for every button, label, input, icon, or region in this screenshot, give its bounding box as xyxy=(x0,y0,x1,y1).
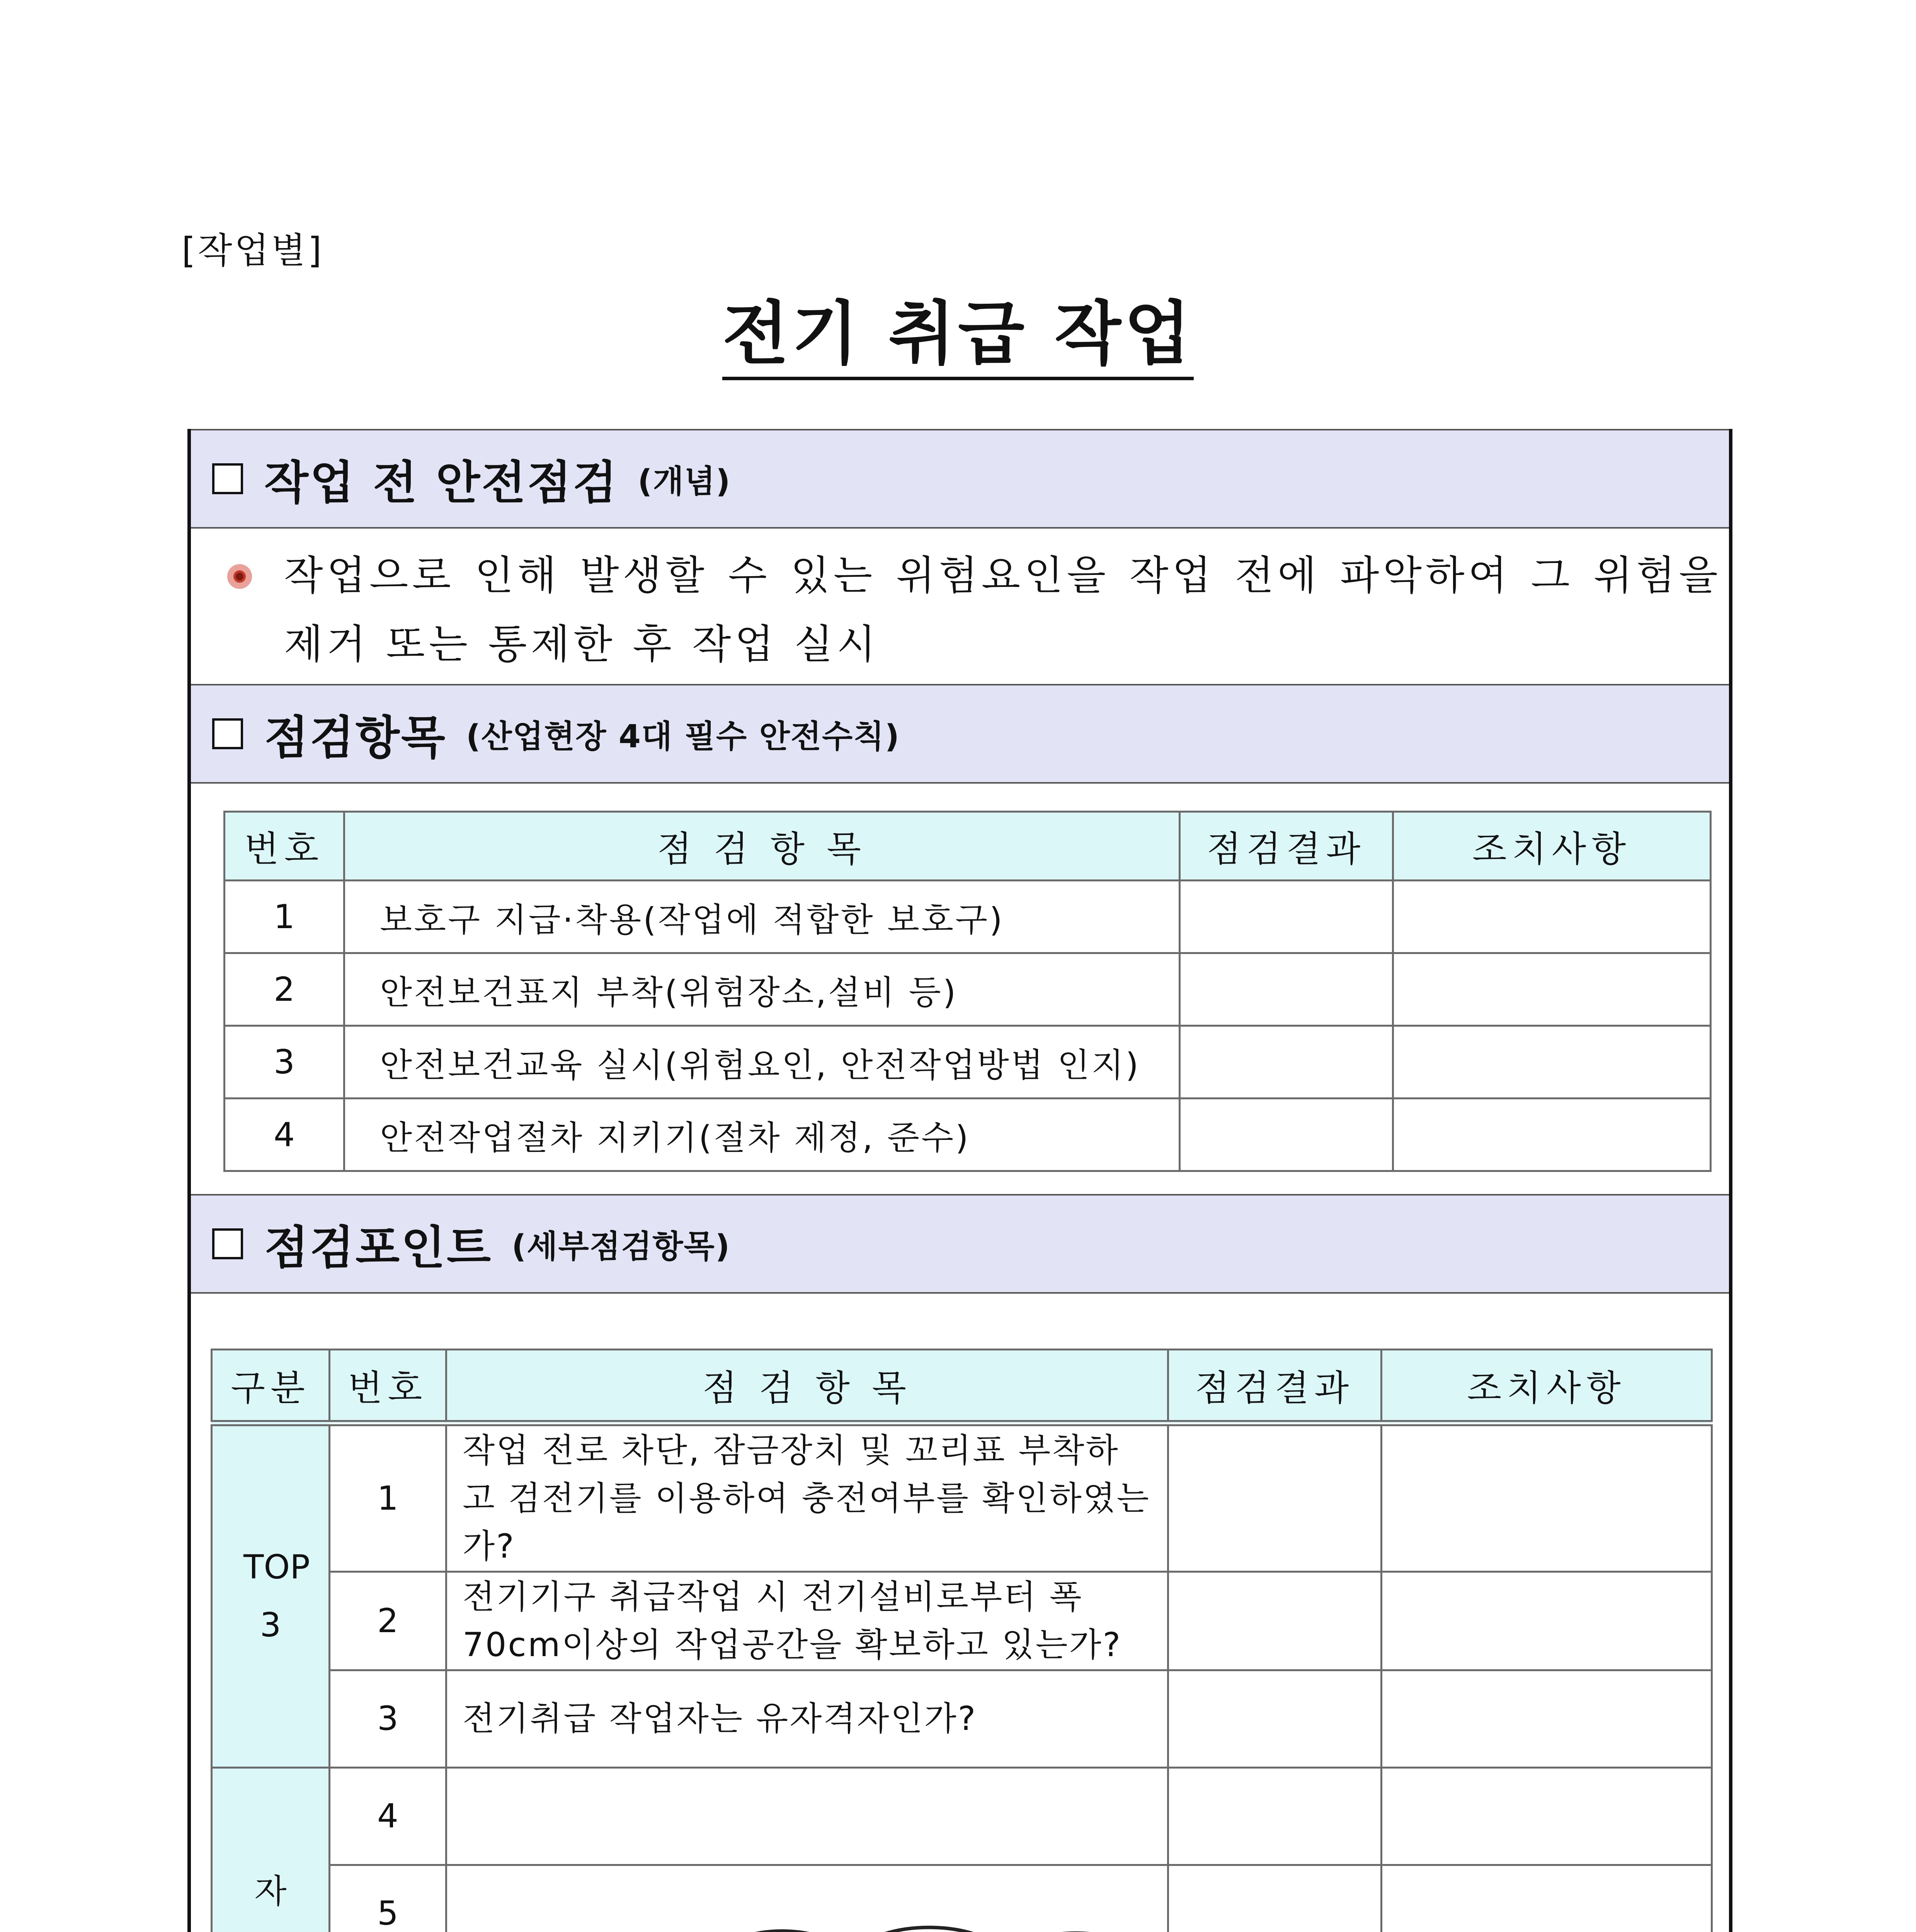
row-number: 2 xyxy=(330,1571,446,1670)
table-header-row xyxy=(225,812,1711,881)
check-item: 작업 전로 차단, 잠금장치 및 꼬리표 부착하고 검전기를 이용하여 충전여부를 확인하였는가? xyxy=(446,1423,1168,1572)
action-cell[interactable] xyxy=(1382,1571,1712,1670)
action-cell[interactable] xyxy=(1393,1026,1711,1099)
check-item: 보호구 지급·착용(작업에 적합한 보호구) xyxy=(344,881,1180,953)
check-item[interactable] xyxy=(446,1767,1168,1865)
group-top3 xyxy=(212,1423,330,1768)
page-title xyxy=(0,278,1916,377)
section-checklist-header xyxy=(191,684,1729,784)
checkbox-icon xyxy=(212,463,243,494)
result-cell[interactable] xyxy=(1180,1026,1393,1099)
action-cell[interactable] xyxy=(1393,953,1711,1026)
column-header: 점 검 항 목 xyxy=(446,1350,1168,1423)
column-header: 점 검 항 목 xyxy=(344,812,1180,881)
action-cell[interactable] xyxy=(1382,1865,1712,1932)
table-row xyxy=(212,1767,1712,1865)
group-label: TOP 3 xyxy=(243,1548,310,1645)
result-cell[interactable] xyxy=(1180,953,1393,1026)
action-cell[interactable] xyxy=(1393,881,1711,953)
action-cell[interactable] xyxy=(1382,1767,1712,1865)
row-number: 4 xyxy=(225,1099,344,1171)
action-cell[interactable] xyxy=(1382,1423,1712,1572)
row-number: 3 xyxy=(330,1670,446,1767)
section-title: 작업 전 안전점검 xyxy=(264,456,619,509)
result-cell[interactable] xyxy=(1180,881,1393,953)
column-header: 조치사항 xyxy=(1393,812,1711,881)
check-item: 안전작업절차 지키기(절차 제정, 준수) xyxy=(344,1099,1180,1171)
row-number: 3 xyxy=(225,1026,344,1099)
check-item: 전기기구 취급작업 시 전기설비로부터 폭 70cm이상의 작업공간을 확보하고 있는가? xyxy=(446,1571,1168,1670)
section-subtitle: (세부점검항목) xyxy=(511,1228,731,1265)
table-header-row xyxy=(212,1350,1712,1423)
cloud-callout-icon xyxy=(510,1917,1372,1932)
table-row xyxy=(212,1670,1712,1767)
row-number: 1 xyxy=(330,1423,446,1572)
column-header: 점검결과 xyxy=(1180,812,1393,881)
column-header: 구분 xyxy=(212,1350,330,1423)
group-self-selected xyxy=(212,1767,330,1932)
row-number: 4 xyxy=(330,1767,446,1865)
page-category-label: [작업별] xyxy=(182,230,324,271)
table-row xyxy=(225,1099,1711,1171)
bullet-icon xyxy=(227,564,252,589)
checklist-table xyxy=(223,811,1712,1172)
action-cell[interactable] xyxy=(1393,1099,1711,1171)
table-row xyxy=(212,1423,1712,1572)
column-header: 점검결과 xyxy=(1168,1350,1382,1423)
checkbox-icon xyxy=(212,718,243,749)
row-number: 5 xyxy=(330,1865,446,1932)
row-number: 1 xyxy=(225,881,344,953)
page-title-text: 전기 취급 작업 xyxy=(722,294,1194,380)
check-item: 전기취급 작업자는 유자격자인가? xyxy=(446,1670,1168,1767)
section-title: 점검항목 xyxy=(264,711,447,764)
action-cell[interactable] xyxy=(1382,1670,1712,1767)
section-title: 점검포인트 xyxy=(264,1221,492,1274)
table-row xyxy=(225,953,1711,1026)
check-item: 안전보건표지 부착(위험장소,설비 등) xyxy=(344,953,1180,1026)
check-item: 안전보건교육 실시(위험요인, 안전작업방법 인지) xyxy=(344,1026,1180,1099)
column-header: 번호 xyxy=(225,812,344,881)
table-row xyxy=(225,1026,1711,1099)
checkbox-icon xyxy=(212,1228,243,1259)
result-cell[interactable] xyxy=(1168,1670,1382,1767)
table-row xyxy=(225,881,1711,953)
section-checkpoints-header xyxy=(191,1194,1729,1294)
table-row xyxy=(212,1571,1712,1670)
result-cell[interactable] xyxy=(1168,1571,1382,1670)
section-subtitle: (개념) xyxy=(638,463,731,500)
column-header: 번호 xyxy=(330,1350,446,1423)
section-subtitle: (산업현장 4대 필수 안전수칙) xyxy=(466,718,900,755)
section-concept-header xyxy=(191,429,1729,529)
result-cell[interactable] xyxy=(1180,1099,1393,1171)
checkpoints-table xyxy=(211,1349,1713,1932)
row-number: 2 xyxy=(225,953,344,1026)
result-cell[interactable] xyxy=(1168,1767,1382,1865)
column-header: 조치사항 xyxy=(1382,1350,1712,1423)
result-cell[interactable] xyxy=(1168,1423,1382,1572)
concept-description: 작업으로 인해 발생할 수 있는 위험요인을 작업 전에 파악하여 그 위험을 제거 또는 통제한 후 작업 실시 xyxy=(284,552,1722,668)
group-label: 자 xyxy=(254,1872,287,1911)
